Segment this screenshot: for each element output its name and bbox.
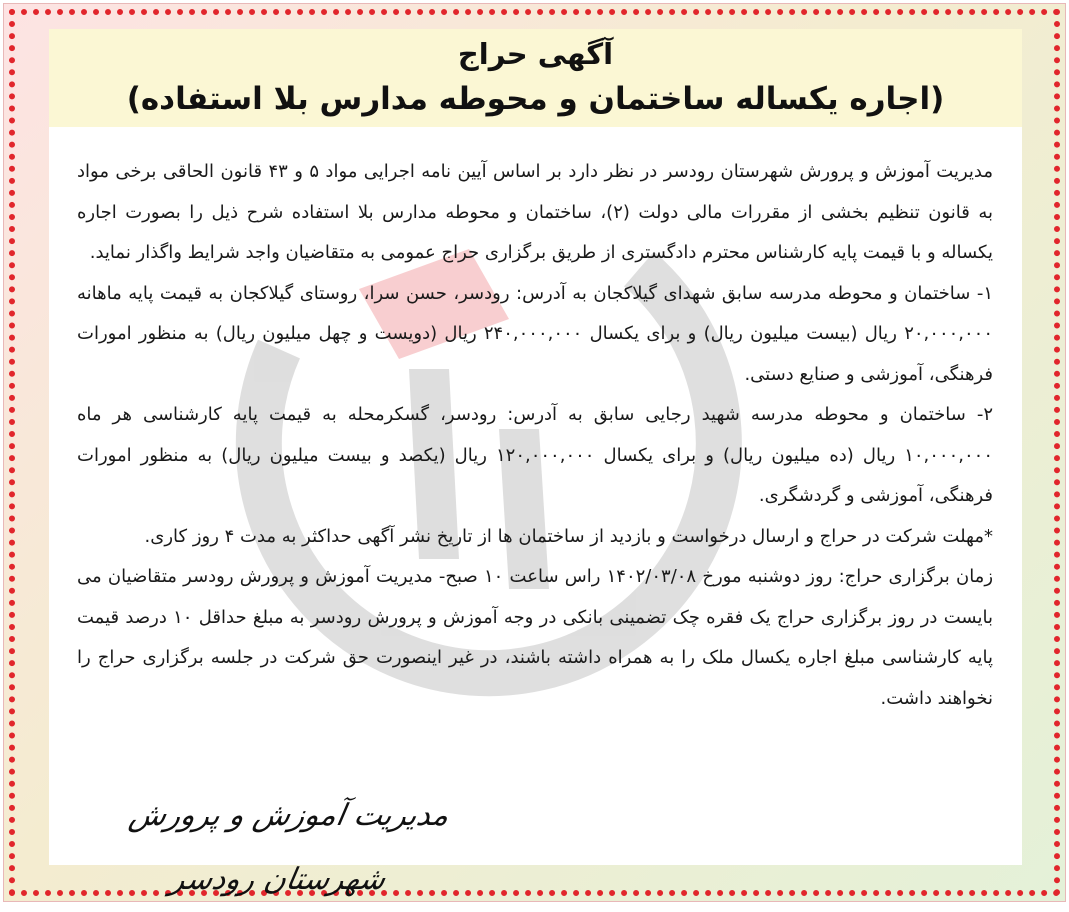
notice-panel (49, 29, 1022, 897)
notice-header (49, 29, 1022, 127)
item-1-paragraph: ۱- ساختمان و محوطه مدرسه سابق شهدای گیلاکجان به آدرس: رودسر، حسن سرا، روستای گیلاکجان به قیمت پایه ماهانه ۲۰,۰۰۰,۰۰۰ ریال (بیست میلیون ریال) و برای یکسال ۲۴۰,۰۰۰,۰۰۰ ریال (دویست و چهل میلیون ریال) به منظور امورات فرهنگی، آموزشی و صنایع دستی. (77, 282, 994, 385)
notice-body (77, 152, 993, 719)
signature: مدیریت آموزش و پرورش شهرستان رودسر (126, 798, 452, 897)
item-2-paragraph: ۲- ساختمان و محوطه مدرسه شهید رجایی سابق به آدرس: رودسر، گسکرمحله به قیمت پایه کارشناسی هر ماه ۱۰,۰۰۰,۰۰۰ ریال (ده میلیون ریال) و برای یکسال ۱۲۰,۰۰۰,۰۰۰ ریال (یکصد و بیست میلیون ریال) به منظور امورات فرهنگی، آموزشی و گردشگری. (77, 404, 993, 506)
auction-time-paragraph: زمان برگزاری حراج: روز دوشنبه مورخ ۱۴۰۲/۰۳/۰۸ راس ساعت ۱۰ صبح- مدیریت آموزش و پرورش رودسر متقاضیان می بایست در روز برگزاری حراج یک فقره چک تضمینی بانکی در وجه آموزش و پرورش رودسر به مبلغ حداقل ۱۰ درصد قیمت پایه کارشناسی مبلغ اجاره یکسال ملک را به همراه داشته باشند، در غیر اینصورت حق شرکت در جلسه برگزاری حراج را نخواهند داشت. (77, 566, 994, 709)
intro-paragraph: مدیریت آموزش و پرورش شهرستان رودسر در نظر دارد بر اساس آیین نامه اجرایی مواد ۵ و ۴۳ قانون الحاقی برخی مواد به قانون تنظیم بخشی از مقررات مالی دولت (۲)، ساختمان و محوطه مدارس بلا استفاده شرح ذیل را بصورت اجاره یکساله و با قیمت پایه کارشناس محترم دادگستری از طریق برگزاری حراج عمومی به متقاضیان واجد شرایط واگذار نماید. (77, 161, 993, 263)
deadline-paragraph: *مهلت شرکت در حراج و ارسال درخواست و بازدید از ساختمان ها از تاریخ نشر آگهی حداکثر به مدت ۴ روز کاری. (144, 525, 993, 547)
notice-title: آگهی حراج (457, 37, 614, 71)
notice-subtitle: (اجاره یکساله ساختمان و محوطه مدارس بلا استفاده) (126, 81, 945, 117)
